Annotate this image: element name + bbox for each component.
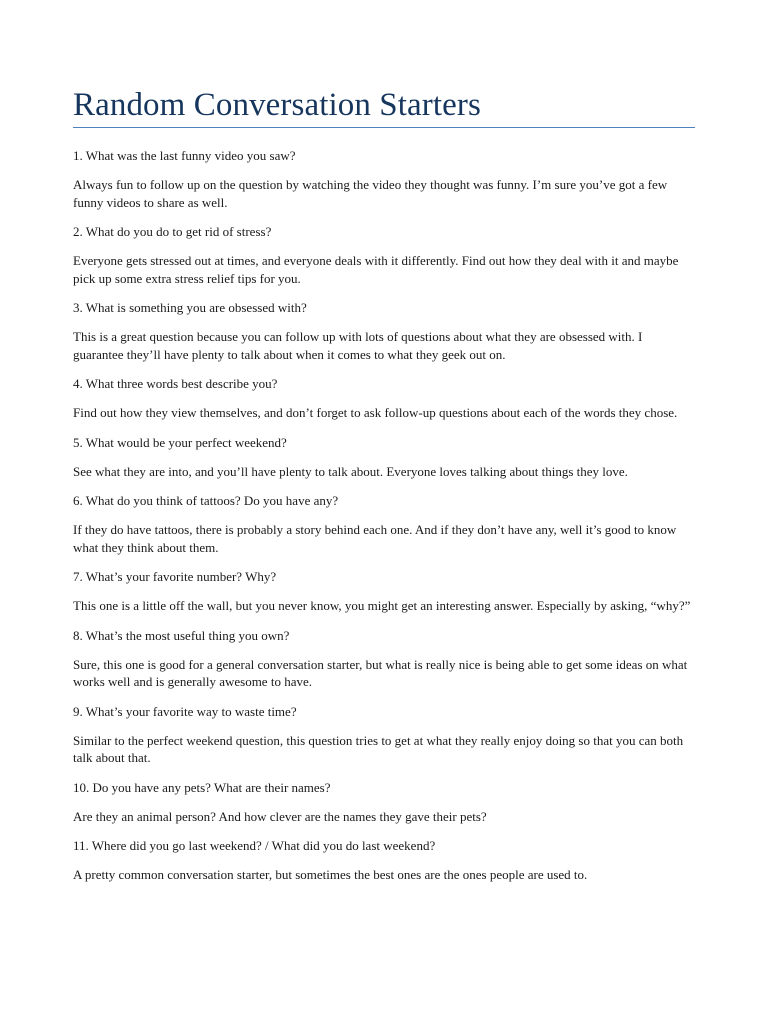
question-text: 7. What’s your favorite number? Why?	[73, 569, 277, 584]
question-item	[73, 703, 695, 767]
question-item	[73, 223, 695, 287]
question-item	[73, 627, 695, 691]
question-text: 8. What’s the most useful thing you own?	[73, 627, 290, 643]
question-item	[73, 492, 695, 556]
question-text: 4. What three words best describe you?	[73, 376, 278, 391]
answer-text: See what they are into, and you’ll have plenty to talk about. Everyone loves talking about things they love.	[73, 463, 628, 479]
question-text: 10. Do you have any pets? What are their names?	[73, 779, 331, 795]
question-item	[73, 299, 695, 363]
question-list	[73, 147, 695, 884]
answer-text: Are they an animal person? And how clever are the names they gave their pets?	[73, 808, 487, 824]
answer-text: Find out how they view themselves, and don’t forget to ask follow-up questions about each of the words they chose.	[73, 405, 678, 420]
question-text: 5. What would be your perfect weekend?	[73, 434, 287, 450]
answer-text: Everyone gets stressed out at times, and everyone deals with it differently. Find out how they deal with it and maybe pick up some extra stress relief tips for you.	[73, 253, 679, 286]
title-underline	[73, 127, 695, 128]
answer-text: Always fun to follow up on the question by watching the video they thought was funny. I’m sure you’ve got a few funny videos to share as well.	[73, 177, 668, 210]
question-text: 11. Where did you go last weekend? / What did you do last weekend?	[73, 838, 436, 853]
question-text: 9. What’s your favorite way to waste time?	[73, 703, 297, 719]
question-item	[73, 837, 695, 884]
answer-text: A pretty common conversation starter, but sometimes the best ones are the ones people are used to.	[73, 867, 588, 882]
question-item	[73, 147, 695, 211]
answer-text: Sure, this one is good for a general conversation starter, but what is really nice is being able to get some ideas on what works well and is generally awesome to have.	[73, 656, 688, 689]
question-text: 3. What is something you are obsessed with?	[73, 300, 307, 315]
answer-text: If they do have tattoos, there is probably a story behind each one. And if they don’t have any, well it’s good to know what they think about them.	[73, 522, 677, 555]
question-item	[73, 779, 695, 826]
question-text: 1. What was the last funny video you saw?	[73, 148, 296, 163]
question-item	[73, 375, 695, 422]
question-text: 2. What do you do to get rid of stress?	[73, 224, 272, 239]
answer-text: Similar to the perfect weekend question, this question tries to get at what they really enjoy doing so that you can both talk about that.	[73, 732, 684, 765]
question-item	[73, 434, 695, 481]
document-title: Random Conversation Starters	[73, 87, 481, 123]
question-item	[73, 568, 695, 615]
document-page	[73, 0, 695, 896]
question-text: 6. What do you think of tattoos? Do you have any?	[73, 493, 339, 508]
answer-text: This is a great question because you can follow up with lots of questions about what they are obsessed with. I guarantee they’ll have plenty to talk about when it comes to what they geek out on.	[73, 329, 643, 362]
answer-text: This one is a little off the wall, but you never know, you might get an interesting answer. Especially by asking, “why?”	[73, 598, 691, 613]
